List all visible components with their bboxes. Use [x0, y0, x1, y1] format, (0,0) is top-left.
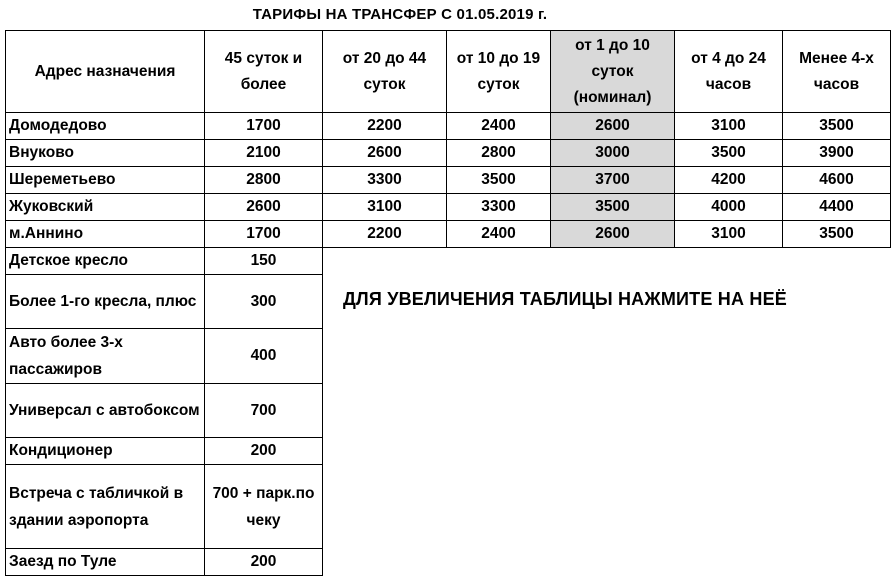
extra-price: 400 — [205, 329, 323, 384]
price-cell: 2800 — [447, 140, 551, 167]
empty-area — [323, 248, 891, 275]
row-destination: Домодедово — [6, 113, 205, 140]
price-cell: 3500 — [783, 113, 891, 140]
price-cell: 4000 — [675, 194, 783, 221]
row-destination: м.Аннино — [6, 221, 205, 248]
table-header-row — [6, 31, 891, 113]
price-cell: 3300 — [447, 194, 551, 221]
price-cell: 2600 — [205, 194, 323, 221]
extra-price: 200 — [205, 549, 323, 576]
price-cell: 2100 — [205, 140, 323, 167]
empty-area — [323, 465, 891, 549]
price-cell: 3100 — [323, 194, 447, 221]
extra-name: Универсал с автобоксом — [6, 384, 205, 438]
page-title: ТАРИФЫ НА ТРАНСФЕР С 01.05.2019 г. — [252, 6, 548, 23]
enlarge-hint[interactable]: ДЛЯ УВЕЛИЧЕНИЯ ТАБЛИЦЫ НАЖМИТЕ НА НЕЁ — [343, 289, 788, 309]
header-1-10-days: от 1 до 10 суток (номинал) — [551, 31, 675, 113]
extra-name: Кондиционер — [6, 438, 205, 465]
price-cell: 2600 — [551, 221, 675, 248]
extra-row — [6, 438, 891, 465]
row-destination: Внуково — [6, 140, 205, 167]
extra-price: 700 — [205, 384, 323, 438]
price-cell: 2400 — [447, 221, 551, 248]
price-cell: 4400 — [783, 194, 891, 221]
price-cell: 2200 — [323, 113, 447, 140]
header-under-4-hours: Менее 4-х часов — [783, 31, 891, 113]
price-cell: 2200 — [323, 221, 447, 248]
extra-name: Встреча с табличкой в здании аэропорта — [6, 465, 205, 549]
header-destination: Адрес назначения — [6, 31, 205, 113]
extra-name: Детское кресло — [6, 248, 205, 275]
price-cell: 3100 — [675, 113, 783, 140]
price-cell: 3700 — [551, 167, 675, 194]
table-row — [6, 113, 891, 140]
price-cell: 3500 — [783, 221, 891, 248]
table-row — [6, 167, 891, 194]
extra-row — [6, 248, 891, 275]
table-row — [6, 221, 891, 248]
table-row — [6, 140, 891, 167]
price-cell: 3100 — [675, 221, 783, 248]
row-destination: Шереметьево — [6, 167, 205, 194]
extra-price: 700 + парк.по чеку — [205, 465, 323, 549]
row-destination: Жуковский — [6, 194, 205, 221]
price-cell: 2600 — [551, 113, 675, 140]
price-cell: 3500 — [447, 167, 551, 194]
price-cell: 2600 — [323, 140, 447, 167]
empty-area — [323, 329, 891, 384]
header-4-24-hours: от 4 до 24 часов — [675, 31, 783, 113]
extra-name: Более 1-го кресла, плюс — [6, 275, 205, 329]
price-cell: 4200 — [675, 167, 783, 194]
price-cell: 3500 — [675, 140, 783, 167]
price-cell: 1700 — [205, 113, 323, 140]
extra-price: 300 — [205, 275, 323, 329]
extra-row — [6, 549, 891, 576]
extra-row — [6, 465, 891, 549]
extra-price: 200 — [205, 438, 323, 465]
extra-name: Заезд по Туле — [6, 549, 205, 576]
price-cell: 3000 — [551, 140, 675, 167]
extra-name: Авто более 3-х пассажиров — [6, 329, 205, 384]
header-10-19-days: от 10 до 19 суток — [447, 31, 551, 113]
extra-row — [6, 384, 891, 438]
extra-row — [6, 329, 891, 384]
price-cell: 3900 — [783, 140, 891, 167]
price-cell: 3500 — [551, 194, 675, 221]
header-45-days: 45 суток и более — [205, 31, 323, 113]
table-row — [6, 194, 891, 221]
price-cell: 2800 — [205, 167, 323, 194]
header-20-44-days: от 20 до 44 суток — [323, 31, 447, 113]
price-cell: 4600 — [783, 167, 891, 194]
price-cell: 2400 — [447, 113, 551, 140]
empty-area — [323, 438, 891, 465]
extra-price: 150 — [205, 248, 323, 275]
price-cell: 3300 — [323, 167, 447, 194]
empty-area — [323, 384, 891, 438]
empty-area — [323, 549, 891, 576]
price-cell: 1700 — [205, 221, 323, 248]
